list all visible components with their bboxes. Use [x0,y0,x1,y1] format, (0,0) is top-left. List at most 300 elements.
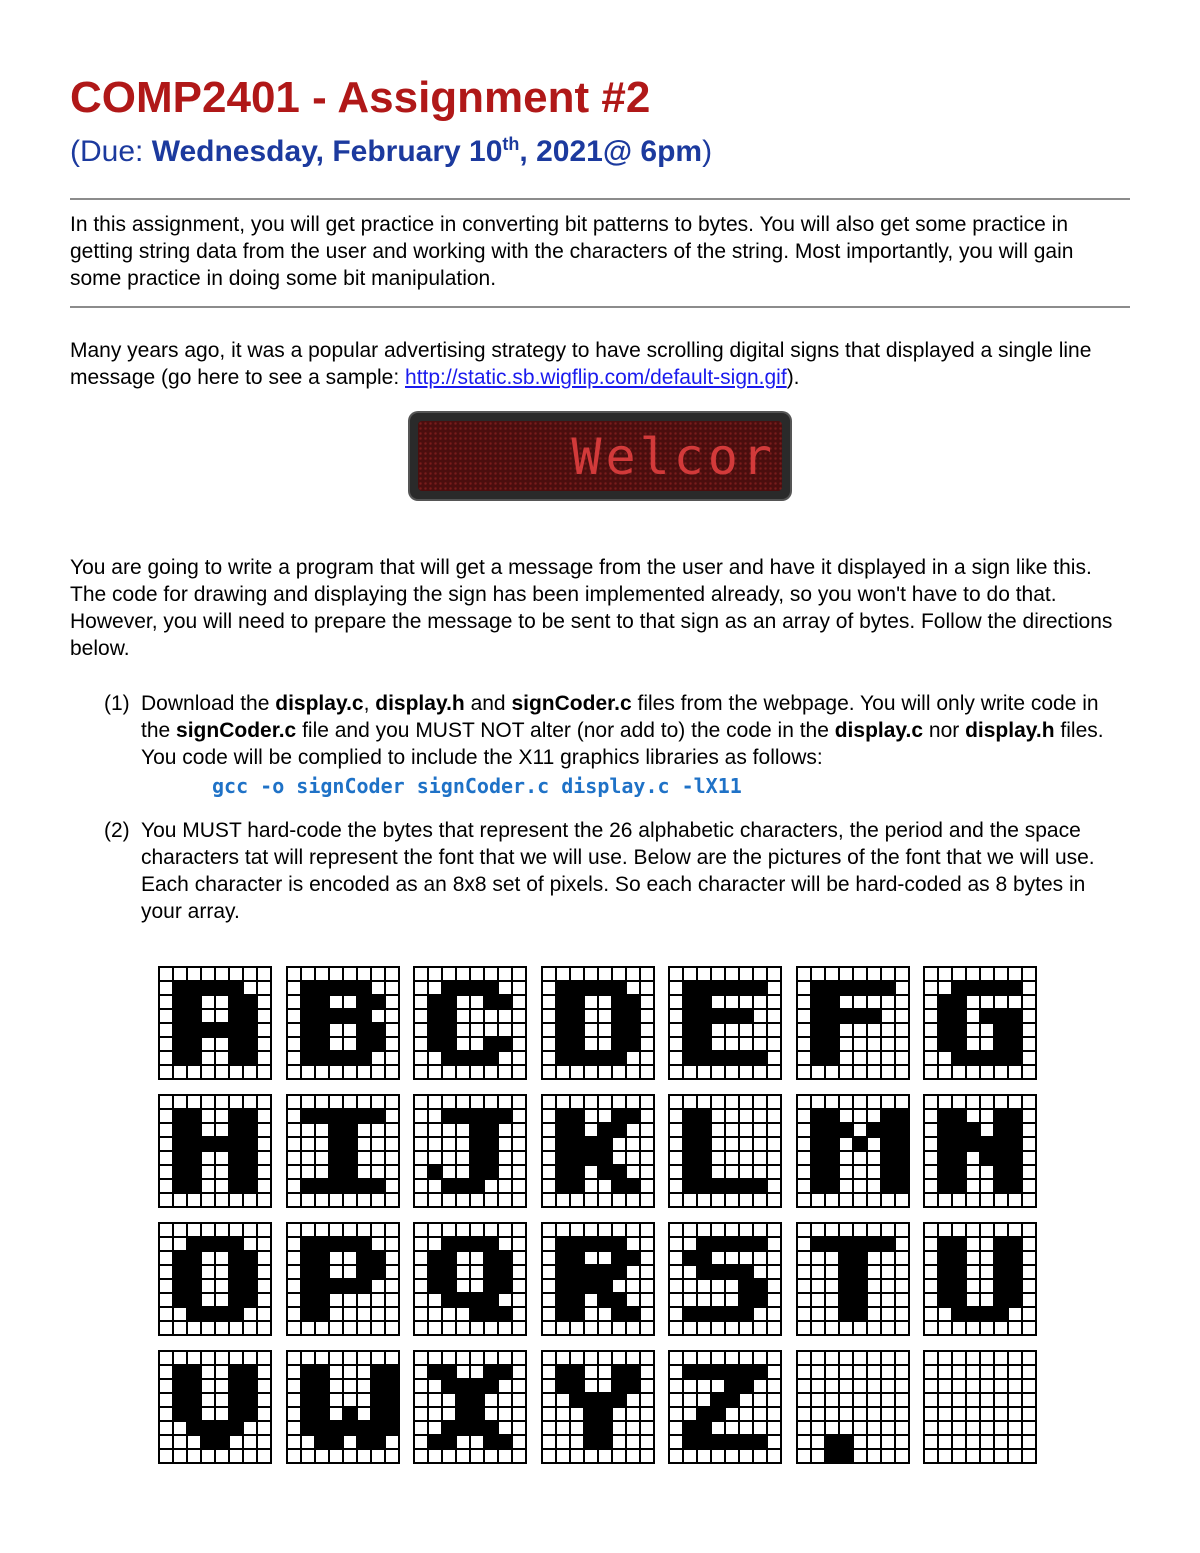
glyph-pixel [726,996,738,1008]
glyph-pixel [953,968,965,980]
glyph-pixel [216,1066,228,1078]
glyph-pixel [995,968,1007,980]
glyph-pixel [925,1010,937,1022]
glyph-pixel [216,1152,228,1164]
glyph-pixel [613,1038,625,1050]
glyph-pixel [868,1238,880,1250]
glyph-pixel [812,1450,824,1462]
glyph-pixel [854,1152,866,1164]
glyph-pixel [330,1308,342,1320]
glyph-pixel [160,1238,172,1250]
glyph-pixel [684,1166,696,1178]
glyph-s [668,1222,782,1336]
glyph-pixel [613,1366,625,1378]
glyph-pixel [925,1194,937,1206]
glyph-pixel [698,1110,710,1122]
glyph-pixel [840,1052,852,1064]
glyph-pixel [939,1380,951,1392]
glyph-pixel [543,1152,555,1164]
glyph-pixel [471,1238,483,1250]
glyph-pixel [443,1436,455,1448]
glyph-pixel [386,1166,398,1178]
glyph-pixel [939,1308,951,1320]
glyph-pixel [768,1380,780,1392]
glyph-pixel [174,996,186,1008]
glyph-pixel [188,1450,200,1462]
glyph-pixel [641,1038,653,1050]
glyph-pixel [670,1096,682,1108]
glyph-pixel [585,1422,597,1434]
glyph-pixel [712,1436,724,1448]
glyph-pixel [768,1052,780,1064]
glyph-pixel [896,1224,908,1236]
glyph-pixel [230,1052,242,1064]
glyph-pixel [882,1066,894,1078]
glyph-pixel [670,1366,682,1378]
glyph-pixel [939,1322,951,1334]
glyph-pixel [939,1010,951,1022]
glyph-pixel [712,1308,724,1320]
glyph-pixel [443,1038,455,1050]
glyph-pixel [768,968,780,980]
glyph-pixel [1009,1322,1021,1334]
glyph-pixel [571,1152,583,1164]
glyph-pixel [244,996,256,1008]
glyph-pixel [471,1436,483,1448]
glyph-pixel [826,1096,838,1108]
glyph-pixel [258,1180,270,1192]
glyph-pixel [302,1450,314,1462]
glyph-pixel [613,1180,625,1192]
glyph-pixel [443,1052,455,1064]
glyph-pixel [429,1280,441,1292]
glyph-pixel [513,1194,525,1206]
glyph-pixel [386,1266,398,1278]
glyph-pixel [754,996,766,1008]
glyph-pixel [258,1394,270,1406]
glyph-pixel [868,1450,880,1462]
glyph-pixel [613,1224,625,1236]
glyph-pixel [981,982,993,994]
glyph-pixel [882,1138,894,1150]
glyph-pixel [358,1322,370,1334]
glyph-pixel [160,982,172,994]
glyph-pixel [443,1110,455,1122]
glyph-pixel [330,1352,342,1364]
glyph-pixel [684,1238,696,1250]
glyph-pixel [471,1280,483,1292]
glyph-pixel [854,1224,866,1236]
glyph-pixel [740,1380,752,1392]
glyph-pixel [288,996,300,1008]
glyph-pixel [1009,968,1021,980]
glyph-pixel [726,1266,738,1278]
glyph-pixel [188,996,200,1008]
glyph-pixel [258,982,270,994]
glyph-pixel [174,1450,186,1462]
glyph-pixel [854,1238,866,1250]
glyph-pixel [485,1450,497,1462]
glyph-pixel [812,1308,824,1320]
glyph-pixel [981,1366,993,1378]
sample-text: Many years ago, it was a popular advertising strategy to have scrolling digital signs that displayed a single line message (go here to see a sample: [70,339,1092,389]
glyph-pixel [925,1322,937,1334]
glyph-pixel [740,1450,752,1462]
glyph-pixel [344,1194,356,1206]
glyph-pixel [840,1010,852,1022]
glyph-pixel [981,1066,993,1078]
glyph-pixel [485,1166,497,1178]
glyph-pixel [288,1308,300,1320]
glyph-pixel [202,982,214,994]
glyph-pixel [698,1024,710,1036]
glyph-pixel [995,1096,1007,1108]
glyph-pixel [967,1180,979,1192]
glyph-pixel [670,1138,682,1150]
glyph-pixel [684,1194,696,1206]
glyph-pixel [457,1280,469,1292]
glyph-pixel [344,1224,356,1236]
glyph-pixel [557,996,569,1008]
glyph-pixel [896,1110,908,1122]
glyph-pixel [684,1294,696,1306]
glyph-pixel [160,968,172,980]
glyph-pixel [882,1038,894,1050]
glyph-pixel [415,1380,427,1392]
glyph-pixel [981,1352,993,1364]
glyph-pixel [599,1138,611,1150]
glyph-pixel [499,1422,511,1434]
glyph-pixel [712,1238,724,1250]
glyph-pixel [981,996,993,1008]
glyph-pixel [372,1436,384,1448]
glyph-pixel [358,1180,370,1192]
glyph-pixel [202,1052,214,1064]
glyph-pixel [854,982,866,994]
glyph-pixel [174,1436,186,1448]
glyph-pixel [244,1224,256,1236]
glyph-pixel [754,1408,766,1420]
glyph-pixel [826,1224,838,1236]
glyph-pixel [557,1422,569,1434]
glyph-pixel [216,1124,228,1136]
glyph-pixel [925,1294,937,1306]
glyph-pixel [372,1038,384,1050]
glyph-pixel [429,1180,441,1192]
glyph-pixel [202,1394,214,1406]
glyph-pixel [330,1096,342,1108]
glyph-pixel [798,1024,810,1036]
glyph-pixel [698,1252,710,1264]
glyph-pixel [768,1138,780,1150]
glyph-pixel [854,1322,866,1334]
glyph-pixel [684,1224,696,1236]
glyph-pixel [953,1124,965,1136]
glyph-pixel [995,1266,1007,1278]
glyph-pixel [599,1280,611,1292]
glyph-pixel [485,1352,497,1364]
glyph-pixel [344,1366,356,1378]
glyph-pixel [499,1366,511,1378]
glyph-pixel [967,1152,979,1164]
glyph-pixel [386,1322,398,1334]
glyph-pixel [882,1436,894,1448]
glyph-pixel [684,982,696,994]
glyph-pixel [726,1138,738,1150]
glyph-pixel [641,1024,653,1036]
glyph-pixel [1009,1352,1021,1364]
step-text: , [363,692,376,715]
glyph-pixel [457,1194,469,1206]
step-text: files. You code will be complied to include the X11 graphics libraries as follows: [141,719,1104,769]
glyph-pixel [882,996,894,1008]
glyph-pixel [216,1224,228,1236]
glyph-pixel [670,1266,682,1278]
glyph-pixel [627,1152,639,1164]
glyph-pixel [754,1422,766,1434]
glyph-pixel [613,1352,625,1364]
glyph-pixel [995,1238,1007,1250]
glyph-pixel [160,1408,172,1420]
glyph-pixel [429,1038,441,1050]
glyph-pixel [457,968,469,980]
glyph-pixel [202,1450,214,1462]
glyph-pixel [670,1066,682,1078]
glyph-pixel [188,1380,200,1392]
glyph-pixel [768,1194,780,1206]
glyph-pixel [258,1166,270,1178]
glyph-pixel [627,1366,639,1378]
glyph-pixel [939,1052,951,1064]
glyph-pixel [557,1380,569,1392]
glyph-pixel [557,1238,569,1250]
glyph-pixel [754,1308,766,1320]
glyph-pixel [995,1038,1007,1050]
glyph-pixel [344,1096,356,1108]
glyph-pixel [925,1124,937,1136]
glyph-pixel [288,1280,300,1292]
glyph-pixel [754,1436,766,1448]
glyph-pixel [513,1152,525,1164]
glyph-pixel [826,1352,838,1364]
glyph-pixel [330,1436,342,1448]
glyph-pixel [330,1224,342,1236]
glyph-pixel [1023,1422,1035,1434]
glyph-pixel [443,1322,455,1334]
glyph-pixel [174,1366,186,1378]
glyph-pixel [712,1010,724,1022]
glyph-pixel [415,1450,427,1462]
glyph-pixel [925,968,937,980]
glyph-pixel [953,1152,965,1164]
glyph-pixel [174,1096,186,1108]
glyph-pixel [641,996,653,1008]
glyph-pixel [641,1380,653,1392]
glyph-pixel [585,1180,597,1192]
glyph-pixel [288,1238,300,1250]
due-day-suffix: th [502,134,520,154]
glyph-pixel [258,1450,270,1462]
glyph-pixel [471,1422,483,1434]
glyph-pixel [712,1124,724,1136]
glyph-pixel [953,1138,965,1150]
glyph-pixel [684,1436,696,1448]
glyph-pixel [967,1380,979,1392]
glyph-pixel [160,1138,172,1150]
glyph-pixel [840,1194,852,1206]
glyph-pixel [216,1294,228,1306]
glyph-pixel [288,1194,300,1206]
glyph-pixel [754,1038,766,1050]
glyph-pixel [726,1152,738,1164]
glyph-pixel [174,1252,186,1264]
glyph-pixel [485,1066,497,1078]
glyph-pixel [443,1066,455,1078]
glyph-pixel [443,968,455,980]
glyph-pixel [457,1450,469,1462]
glyph-pixel [316,1266,328,1278]
glyph-pixel [571,1380,583,1392]
glyph-pixel [386,1238,398,1250]
glyph-pixel [557,1408,569,1420]
glyph-pixel [967,1138,979,1150]
glyph-i [286,1094,400,1208]
glyph-pixel [967,1110,979,1122]
glyph-pixel [443,1152,455,1164]
glyph-pixel [840,1366,852,1378]
glyph-pixel [953,1038,965,1050]
glyph-pixel [429,1436,441,1448]
glyph-pixel [953,1194,965,1206]
glyph-pixel [882,1252,894,1264]
glyph-pixel [641,1152,653,1164]
glyph-pixel [698,1010,710,1022]
glyph-pixel [244,1436,256,1448]
glyph-pixel [925,1252,937,1264]
glyph-pixel [754,1394,766,1406]
glyph-pixel [1023,1322,1035,1334]
glyph-pixel [1023,1352,1035,1364]
glyph-pixel [457,1180,469,1192]
glyph-pixel [543,1422,555,1434]
glyph-pixel [726,1352,738,1364]
glyph-pixel [372,1110,384,1122]
glyph-pixel [571,1436,583,1448]
glyph-pixel [967,1366,979,1378]
glyph-pixel [216,968,228,980]
glyph-pixel [230,1024,242,1036]
glyph-pixel [684,1066,696,1078]
glyph-pixel [712,1052,724,1064]
glyph-pixel [882,1366,894,1378]
glyph-pixel [754,1066,766,1078]
glyph-pixel [840,1110,852,1122]
glyph-pixel [429,1194,441,1206]
glyph-pixel [160,1038,172,1050]
glyph-pixel [202,1408,214,1420]
glyph-pixel [429,1096,441,1108]
glyph-pixel [768,982,780,994]
glyph-pixel [826,1024,838,1036]
glyph-pixel [712,1280,724,1292]
glyph-pixel [188,1394,200,1406]
glyph-pixel [415,1138,427,1150]
glyph-pixel [288,1366,300,1378]
glyph-pixel [599,1010,611,1022]
glyph-pixel [344,1066,356,1078]
glyph-pixel [174,1010,186,1022]
sign-led-panel [418,421,782,491]
glyph-pixel [188,1010,200,1022]
glyph-pixel [457,1252,469,1264]
glyph-pixel [868,1252,880,1264]
glyph-pixel [302,996,314,1008]
glyph-pixel [557,1066,569,1078]
glyph-pixel [641,1096,653,1108]
step-number: (1) [104,692,130,715]
glyph-pixel [386,1380,398,1392]
glyph-pixel [499,1180,511,1192]
glyph-pixel [698,1450,710,1462]
glyph-pixel [302,1124,314,1136]
glyph-pixel [826,1038,838,1050]
glyph-pixel [230,1380,242,1392]
glyph-pixel [896,1096,908,1108]
glyph-pixel [216,996,228,1008]
sample-sign-link[interactable]: http://static.sb.wigflip.com/default-sign.gif [405,366,787,389]
glyph-pixel [571,1194,583,1206]
glyph-pixel [288,1422,300,1434]
glyph-pixel [571,1110,583,1122]
glyph-pixel [981,1152,993,1164]
glyph-pixel [798,1450,810,1462]
glyph-pixel [330,1110,342,1122]
glyph-pixel [613,1394,625,1406]
glyph-pixel [471,1352,483,1364]
glyph-pixel [202,1352,214,1364]
glyph-pixel [953,1294,965,1306]
glyph-pixel [543,1180,555,1192]
glyph-pixel [202,1436,214,1448]
glyph-pixel [188,1322,200,1334]
glyph-pixel [499,1010,511,1022]
glyph-pixel [768,1124,780,1136]
glyph-pixel [513,1380,525,1392]
glyph-pixel [740,1110,752,1122]
glyph-pixel [967,1280,979,1292]
glyph-pixel [698,1380,710,1392]
glyph-pixel [840,1280,852,1292]
glyph-pixel [330,1194,342,1206]
glyph-pixel [670,1024,682,1036]
glyph-pixel [316,1394,328,1406]
glyph-pixel [344,1038,356,1050]
glyph-pixel [754,1180,766,1192]
glyph-space [923,1350,1037,1464]
glyph-pixel [599,1308,611,1320]
glyph-pixel [1009,1180,1021,1192]
glyph-pixel [613,1024,625,1036]
glyph-pixel [768,1394,780,1406]
glyph-pixel [896,1138,908,1150]
glyph-pixel [939,1294,951,1306]
glyph-pixel [230,1110,242,1122]
glyph-p [286,1222,400,1336]
glyph-pixel [499,1394,511,1406]
glyph-pixel [925,1352,937,1364]
glyph-pixel [967,1166,979,1178]
glyph-pixel [571,1394,583,1406]
